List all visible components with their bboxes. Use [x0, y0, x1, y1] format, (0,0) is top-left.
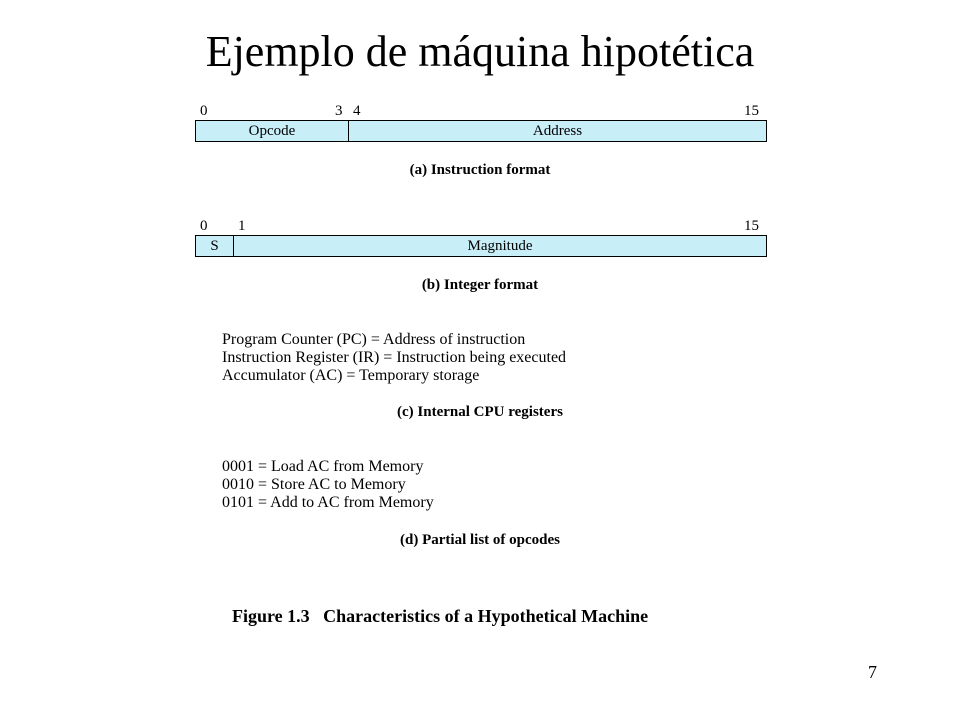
register-list [222, 331, 566, 385]
figure-caption [232, 606, 648, 627]
bit-label-1: 1 [238, 218, 246, 234]
integer-word [195, 235, 767, 257]
opcode-field: Opcode [196, 121, 349, 141]
sign-field: S [196, 236, 234, 256]
instruction-word [195, 120, 767, 142]
slide-title: Ejemplo de máquina hipotética [205, 27, 755, 76]
bit-label-0: 0 [200, 218, 208, 234]
opcodes-caption: (d) Partial list of opcodes [400, 532, 560, 548]
opcode-list [222, 458, 434, 512]
figure-number: Figure 1.3 [232, 606, 310, 626]
figure-caption-text: Characteristics of a Hypothetical Machine [323, 606, 649, 626]
opcode-line: 0101 = Add to AC from Memory [222, 494, 434, 511]
bit-label-0: 0 [200, 103, 208, 119]
register-line: Accumulator (AC) = Temporary storage [222, 367, 480, 384]
bit-label-4: 4 [353, 103, 361, 119]
instruction-format-caption: (a) Instruction format [409, 162, 551, 178]
register-line: Instruction Register (IR) = Instruction being executed [222, 349, 567, 366]
bit-label-15: 15 [744, 103, 759, 119]
page-number: 7 [868, 662, 877, 682]
address-field: Address [532, 122, 583, 139]
integer-format-caption: (b) Integer format [421, 277, 539, 293]
registers-caption: (c) Internal CPU registers [397, 404, 563, 420]
magnitude-field: Magnitude [467, 237, 533, 254]
bit-label-3: 3 [335, 103, 343, 119]
opcode-line: 0010 = Store AC to Memory [222, 476, 406, 493]
opcode-line: 0001 = Load AC from Memory [222, 458, 424, 475]
bit-label-15: 15 [744, 218, 759, 234]
register-line: Program Counter (PC) = Address of instruction [222, 331, 526, 348]
